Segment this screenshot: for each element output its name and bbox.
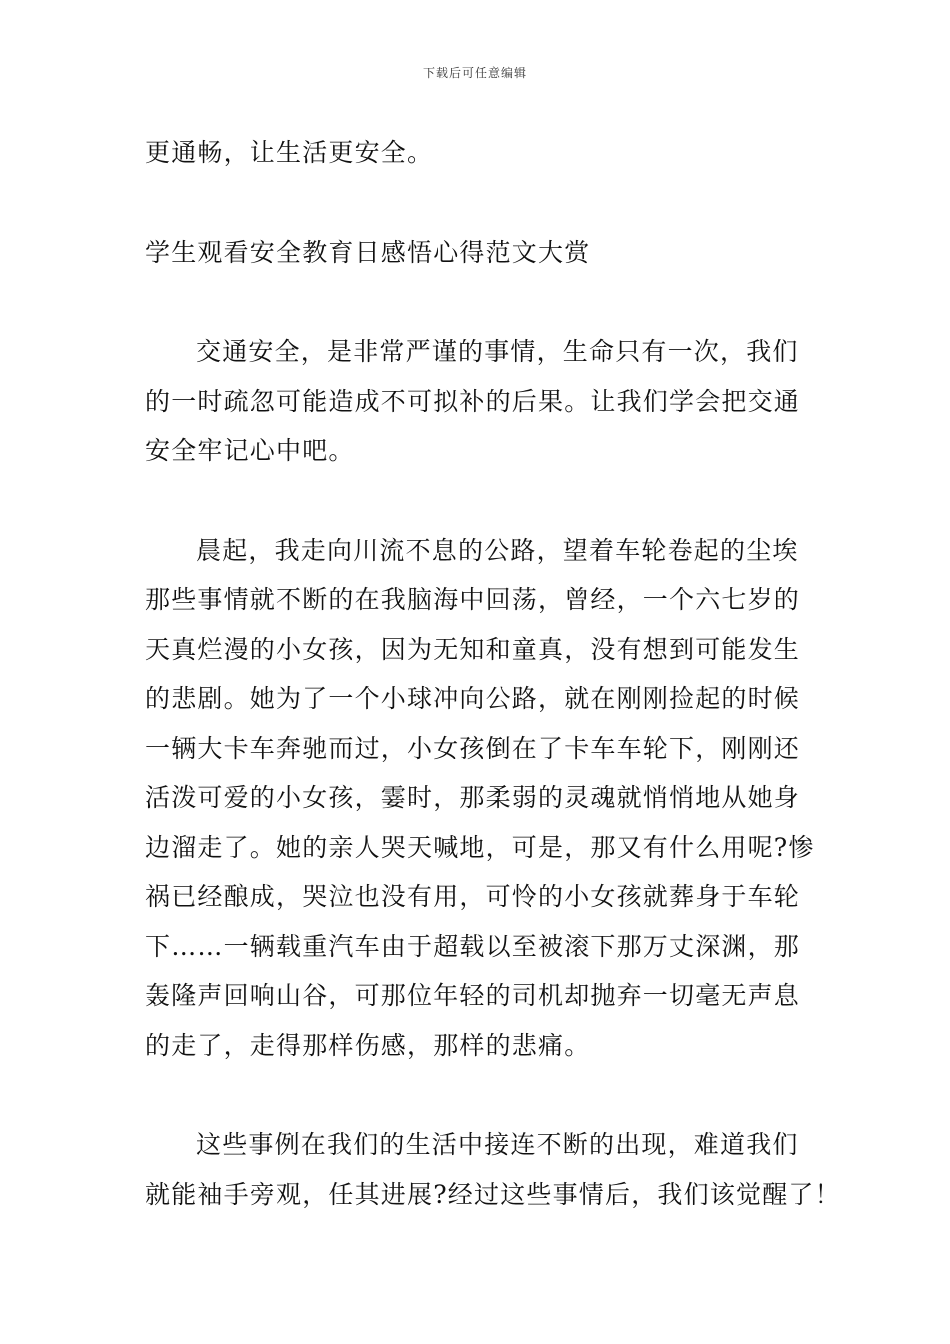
text-line: 的一时疏忽可能造成不可拟补的后果。让我们学会把交通 <box>145 386 801 416</box>
text-line: 这些事例在我们的生活中接连不断的出现，难道我们 <box>196 1130 799 1159</box>
paragraph-1 <box>145 327 845 476</box>
paragraph-3 <box>145 1120 845 1219</box>
paragraph-2 <box>145 526 845 1071</box>
paragraph-continuation <box>145 128 845 178</box>
text-line: 安全牢记心中吧。 <box>145 436 355 465</box>
text-line: 祸已经酿成，哭泣也没有用，可怜的小女孩就葬身于车轮 <box>145 882 801 911</box>
text-line: 那些事情就不断的在我脑海中回荡，曾经，一个六七岁的 <box>145 585 801 614</box>
text-line: 活泼可爱的小女孩，霎时，那柔弱的灵魂就悄悄地从她身 <box>145 783 801 812</box>
text-line: 一辆大卡车奔驰而过，小女孩倒在了卡车车轮下，刚刚还 <box>145 733 801 763</box>
text-line: 天真烂漫的小女孩，因为无知和童真，没有想到可能发生 <box>145 634 801 664</box>
text-line: 边溜走了。她的亲人哭天喊地，可是，那又有什么用呢?惨 <box>145 832 815 862</box>
text-line: 更通畅，让生活更安全。 <box>145 138 434 167</box>
text-line: 的走了，走得那样伤感，那样的悲痛。 <box>145 1030 591 1060</box>
text-line: 下……一辆载重汽车由于超载以至被滚下那万丈深渊，那 <box>145 931 801 961</box>
text-line: 晨起，我走向川流不息的公路，望着车轮卷起的尘埃 <box>196 535 799 565</box>
section-title <box>145 228 845 278</box>
document-body <box>145 128 845 1219</box>
text-line: 轰隆声回响山谷，可那位年轻的司机却抛弃一切毫无声息 <box>145 981 801 1010</box>
text-line: 就能袖手旁观，任其进展?经过这些事情后，我们该觉醒了！ <box>145 1179 841 1209</box>
page-header: 下载后可任意编辑 <box>422 66 527 80</box>
title-line: 学生观看安全教育日感悟心得范文大赏 <box>145 237 591 267</box>
text-line: 交通安全，是非常严谨的事情，生命只有一次，我们 <box>196 337 799 366</box>
text-line: 的悲剧。她为了一个小球冲向公路，就在刚刚捡起的时候 <box>145 684 801 713</box>
